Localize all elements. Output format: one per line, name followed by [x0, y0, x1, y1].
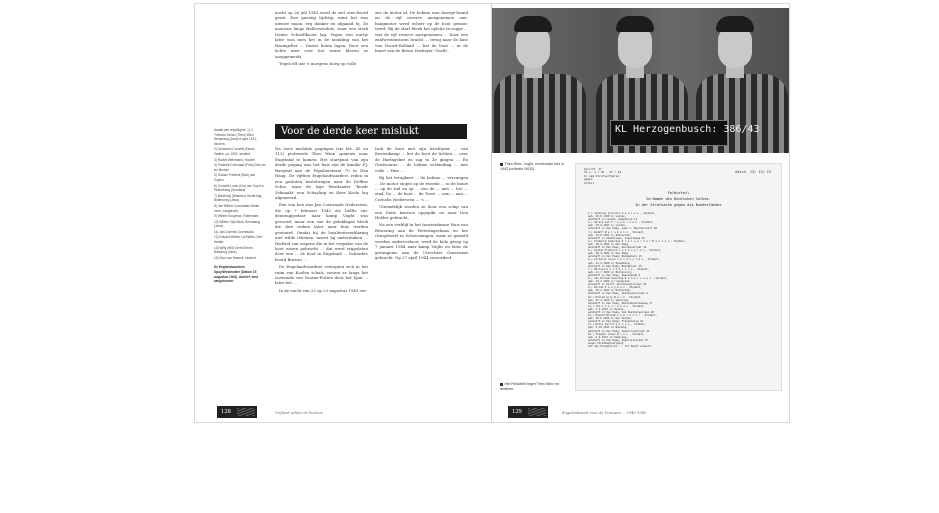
paragraph: trok de boot met zijn leuchtpier ... van Keetenkamp ... liet de boot de lichten ... over de Haringvliet en zag in Ze gingen ... En Oostvoorne ... de bobine verbinding ... met volle ... Hun ... — [375, 146, 468, 173]
document-line: 3.) Rudolf W e l s m a n n , Student, — [588, 230, 645, 234]
section-heading: Voor de derde keer mislukt — [281, 126, 419, 137]
page-number: 128 — [221, 408, 231, 415]
document-line: geb. 26.3.1921 in Rotterdam, — [588, 289, 631, 293]
document-line: 9.) Willem K o o y m a n , Student, — [588, 286, 642, 290]
document-title: Feldurteil — [667, 191, 690, 195]
right-page — [492, 4, 789, 422]
document-line: geb. 27.4.1922 in Semarang, — [588, 298, 630, 302]
top-text-column-1 — [275, 10, 368, 68]
body-text-column-2 — [375, 146, 468, 262]
document-line: hat das Feldgericht ... für Recht erkannt: — [588, 345, 653, 349]
caption-bullet-icon — [500, 163, 503, 166]
document-line: 10.) Willem Gijs B e c k , Student, — [588, 295, 642, 299]
document-header: Gericht 'D' St.L. 3 / 76 - 47 / 44 In dem Strafverfahren gegen Urteil — [584, 167, 622, 185]
paragraph: De Engelandvaarders ventopten zich in het ruim van Koolen schuit, voeren ze langs het oosteinde van Voorne-Putten door het Spui ... later het ... — [275, 264, 368, 286]
mugshot-photo — [492, 8, 789, 153]
document-line: 12.) Eduard Willem L a R i d d e r , Student, — [588, 314, 658, 318]
note: 3) Rudolf Welsmann, Hooder — [214, 157, 256, 162]
document-line: geb. 28.8.1920 in Leiden, — [588, 215, 627, 219]
document-line: geb. 18.4.1922 in Den Haag, — [588, 252, 630, 256]
document-line: geb. 19.9.1923 in Leiden, — [588, 224, 627, 228]
note: 9) Willem Kooyman, Rotterdam. — [214, 214, 260, 219]
document-line: 11.) Jan C o e n r a a d s , Student, — [588, 304, 645, 308]
document-intro: In der Strafsache gegen die Niederländer — [635, 203, 722, 207]
document-line: wohnhaft in Delft, Buitenwatersloot 22 — [588, 283, 647, 287]
document-line: geb. 19.2.1922 in Langbroek, — [588, 280, 631, 284]
document-line: 8.) Jan Willem Coenraad N e d e r v e e n , Student, — [588, 276, 668, 280]
document-line: geb. 23.5.1920 in Palembang, — [588, 261, 631, 265]
document-line: 1.) Johannes Cornelis Z a a l e n , Student, — [588, 212, 656, 215]
document-line: geb. 24.8.1921 in Amsterdam, — [588, 233, 631, 237]
document-line: wohnhaft in Amstelveen, Augustaweg 92 — [588, 236, 645, 240]
document-line: 4.) Frederik Coenraad D r e i v e r t e r M e u l e n , Student, — [588, 239, 687, 243]
document-line: 7.) Marinus G u l d e l i n g , Student, — [588, 267, 650, 271]
document-line: wohnhaft in Den Haag, Van Boetzelaerlaan 20 — [588, 311, 654, 314]
document-line: geb. 11.7.1920 in Buitenzorg, — [588, 270, 633, 274]
note: 13) Willy (Wil) Gerrit Senne, Bandung (Java). — [214, 245, 254, 255]
running-footer: Engelandvaart voor de Vrouwen ... 1940-1945 — [562, 411, 647, 415]
note: 11) Jan Cornelis Coenraads. — [214, 229, 255, 234]
document-line: wegen Feindbegünstigung — [588, 341, 624, 345]
document-line: geb. 28.9.1922 in Den Haag, — [588, 242, 630, 246]
note: 10) Willem Gijs Beck, Semarang (Java). — [214, 219, 260, 229]
document-line: wohnhaft in Leiden, Rapenburg 11 — [588, 218, 638, 222]
note: 2) Johannes Cornelis (Hans) Zaalen, ca. 1921, student. — [214, 147, 255, 156]
document-line: 5.) Gustav Frederik v a n Z u y l e n , Student, — [588, 249, 662, 253]
document-line: wohnhaft in Den Haag, Stadhouderslaan 4 — [588, 292, 648, 296]
caption-bullet-icon — [500, 383, 503, 386]
page-number-box — [217, 406, 257, 418]
document-line: wohnhaft in Den Haag, Bezuidenhoutseweg 17 — [588, 301, 653, 305]
section-heading-bar — [275, 124, 467, 139]
paragraph: Uiteindelijk werden ze door een schip van een Duits konvooi opgepikt en naar Den Helder gebracht. — [375, 204, 468, 221]
document-line: geb. 4.10.1921 in Bandung, — [588, 326, 628, 330]
document-caption: Het Feldurteil tegen Theo Winx en anderen. — [500, 382, 559, 391]
paragraph: nacht op 26 juli 1943 werd de viel over-boord gezet. Een gunstig tijdstip, want het was nieuwe maan, erg donker en afgaand tij. Ze moesten langs Hellevoetsluis, waar een sterk Duitse Schnellboote lag. Tegen een uurtje later was men het in de monding van het Haringvliet ... Duitse boten lagen. Door een lichte mist over het water bleven ze onopgemerkt. — [275, 10, 368, 59]
page-number-box — [508, 406, 548, 418]
document-line: 2.) Gerard Jan V r e e b r o e k , Student, — [588, 221, 654, 225]
document-line: wohnhaft in Den Haag, Laan v. Meerdervoort 86 — [588, 227, 658, 231]
paragraph: Bij het terugkeer ... de bobine ... vervangen ... De motor stopte op de tweede ... in de buurt ... op de wal en op ... van de ... met ... het ... eind. De ... de boot ... de Twee ... sein ... aan ... Cornelis Nederveen ... 's ... — [375, 175, 468, 202]
note: 5) Gustav Frederik (Bob) van Zuylen. — [214, 173, 256, 182]
feldurteil-document — [575, 163, 782, 391]
note: Aantal van vrijwilligers: 1) J. Theodor Johan (Theo) Winx, Semarang (Java) 6 april 1921, student. — [214, 128, 257, 146]
page-number: 129 — [512, 408, 522, 415]
note: 12) Eduard Willem La Ridder, Den Helder. — [214, 235, 263, 245]
wave-graphic — [528, 408, 546, 416]
photo-caption: Theo Winx, Vught, vernieuwde foto in 1943 (collectie NIOD). — [500, 162, 565, 171]
document-line: geb. 30.6.1922 in Den Helder, — [588, 317, 633, 321]
document-stamp: Gesch. 13/ 13/ 13 — [735, 170, 771, 174]
document-line: wohnhaft in Den Haag, Reinkenstraat 16 — [588, 246, 647, 250]
paragraph: zee de motor af. De bobine was doorge-brand en de vijf reserve meegenomen aan-hangmotor werd echter op de boot gemon-teerd. Bij de start bleek het opletje te-rugge ... wat de vijf reserve meegenomen ... Door een zuidwestenstorm bracht ... terug naar de kust van Noord-Holland ... het de boot ... in de buurt van de Britse Dorheyer 'Garth'. — [375, 10, 468, 54]
wave-graphic — [237, 408, 255, 416]
paragraph: Na een verblijf in het Amsterdamse Huis van Bewaring aan de Weteringschans en het Oranjehotel in Scheveningen, waar ze gemeld werden onderverhoor, werd de hele groep op 7 januari 1944 naar kamp Vught en later de gevangenis aan de Utrechtse Grasstraat gebracht. Op 27 april 1944 veroordeel- — [375, 222, 468, 260]
note: 7) Mar(inus) (Maarten) Gulde-ling, Buitenzorg (Java). — [214, 193, 263, 203]
document-line: 6.) Cornelis Louis v a n Z u y l e n , Student, — [588, 258, 661, 262]
paragraph: Na twee mislukte pogingen (zie blz. 45 en 113) probeerde Theo Winx opnieuw naar Engeland te komen. Het startpunt van zijn derde poging was het huis van de familie P.J. Burgwal aan de Populierstraat 70 in Den Haag. De vijftien Engelandvaarders reden in een gesloten bestelwagen naar de Delftse Schie, waar de lege Westlander 'Roodt Volmaakt' een Schuyling en Kees Koole lag afgemeerd. — [275, 146, 368, 201]
document-line: wohnhaft in Den Haag, Frankenslag 10 — [588, 320, 644, 324]
note: 6) Cornelis Louis (Cor) van Zuy-len, Pelembang (Sumatra). — [214, 183, 265, 193]
paragraph: In de nacht van 22 op 23 augustus 1943 ver- — [279, 287, 368, 293]
document-line: 13.) Willy Gerrit S e n n e , Student, — [588, 323, 647, 327]
document-line: geb. 6.4.1921 in Semarang, — [588, 335, 628, 339]
prisoner-sign-text: KL Herzogenbusch: 386/43 — [615, 124, 760, 135]
document-line: wohnhaft in Den Haag, Sweelinckstraat 44 — [588, 329, 650, 333]
note: 8) Jan Willem Coenraads Neder-veen, Langbroek. — [214, 203, 261, 213]
document-line: wohnhaft in Den Haag, Bankaplein 15 — [588, 255, 642, 259]
left-page — [195, 4, 492, 422]
paragraph: Een van hen was Jan Coenraads Nederveen, die op 7 februari 1943 als Delfts stu-dentengijzelaar naar kamp Vught was gevoerd, maar een van de gelukkigen bleek die drie weken later naar huis werden gestuurd. Omdat hij de loyaliteitsverklaring niet wilde tekenen, moest hij onderduiken ... Diefstal van wapens die in het verpakte van de boot waren gebracht ... dat werd vrijgelaten door een ... de boot in Engeland ... Schrader, bootd Bureau ... — [275, 202, 368, 262]
sidebar-notes — [214, 128, 266, 285]
document-line: wohnhaft in Den Haag, Bankaplein 15 — [588, 264, 642, 268]
document-line: wohnhaft in Den Haag, Populierstraat 70 — [588, 338, 648, 342]
note: 4) Frederik Coenraad (Frits) Drie-ver ter Meulen. — [214, 163, 266, 172]
document-line: wohnhaft in Den Haag, Nassaukade 9 — [588, 273, 641, 277]
sidebar-caption: De Englandvaarders Spuy/Westmutter (Datum 15 augustus 1943). Aanhef: eind aangekomen — [214, 265, 259, 284]
book-spread — [195, 4, 789, 422]
prisoner-sign — [610, 120, 760, 146]
running-footer: Vrijheid achter de horizon — [275, 411, 323, 415]
document-body — [588, 212, 773, 348]
body-text-column-1 — [275, 146, 368, 295]
top-text-column-2 — [375, 10, 468, 55]
note: 14) Nico van Hasselt, student. — [214, 255, 257, 260]
profile-left-figure — [494, 16, 586, 153]
document-subtitle: Im Namen des Deutschen Volkes. — [646, 197, 711, 201]
paragraph: Tegen elf uur 's morgens sloeg op volle — [279, 60, 357, 66]
document-line: geb. 3.1.1923 in Zwolle, — [588, 307, 625, 311]
document-line: 14.) Theodor Johan W i n x , Student, — [588, 332, 645, 336]
